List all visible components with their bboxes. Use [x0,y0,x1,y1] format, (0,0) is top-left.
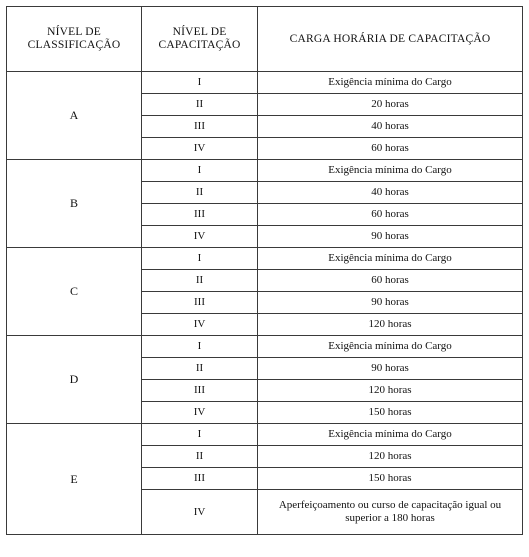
header-capacitation: NÍVEL DE CAPACITAÇÃO [142,7,258,72]
capacitation-level-cell: II [142,182,258,204]
capacitation-level-cell: II [142,446,258,468]
capacitation-level-cell: I [142,424,258,446]
workload-cell: Exigência mínima do Cargo [258,424,523,446]
workload-cell: 40 horas [258,116,523,138]
capacitation-level-cell: III [142,204,258,226]
capacitation-level-cell: I [142,72,258,94]
workload-cell: 90 horas [258,358,523,380]
workload-cell: 40 horas [258,182,523,204]
capacitation-level-cell: III [142,380,258,402]
capacitation-level-cell: II [142,94,258,116]
table-row [7,248,523,270]
workload-cell: 60 horas [258,138,523,160]
workload-cell: 20 horas [258,94,523,116]
workload-cell: 150 horas [258,402,523,424]
workload-cell: 60 horas [258,204,523,226]
table-row [7,160,523,182]
capacitation-level-cell: IV [142,138,258,160]
table-row [7,424,523,446]
table-row [7,72,523,94]
workload-cell: 90 horas [258,226,523,248]
capacitation-level-cell: II [142,270,258,292]
workload-cell: 120 horas [258,446,523,468]
workload-cell: Exigência mínima do Cargo [258,248,523,270]
capacitation-level-cell: III [142,468,258,490]
workload-cell: Exigência mínima do Cargo [258,336,523,358]
capacitation-level-cell: II [142,358,258,380]
workload-cell: 90 horas [258,292,523,314]
capacitation-level-cell: IV [142,402,258,424]
capacitation-level-cell: IV [142,490,258,535]
table-row [7,336,523,358]
capacitation-level-cell: IV [142,226,258,248]
capacitation-level-cell: I [142,160,258,182]
capacitation-level-cell: III [142,116,258,138]
header-classification: NÍVEL DE CLASSIFICAÇÃO [7,7,142,72]
header-workload: CARGA HORÁRIA DE CAPACITAÇÃO [258,7,523,72]
capacitation-level-cell: I [142,336,258,358]
capacitation-level-cell: IV [142,314,258,336]
classification-cell: D [7,336,142,424]
workload-cell: 120 horas [258,314,523,336]
capacitation-table [6,6,523,535]
workload-cell: Exigência mínima do Cargo [258,160,523,182]
workload-cell: 60 horas [258,270,523,292]
workload-cell: 150 horas [258,468,523,490]
workload-cell: Aperfeiçoamento ou curso de capacitação igual ou superior a 180 horas [258,490,523,535]
capacitation-level-cell: I [142,248,258,270]
classification-cell: C [7,248,142,336]
classification-cell: A [7,72,142,160]
workload-cell: Exigência mínima do Cargo [258,72,523,94]
header-row [7,7,523,72]
capacitation-level-cell: III [142,292,258,314]
table-body [7,72,523,535]
workload-cell: 120 horas [258,380,523,402]
classification-cell: B [7,160,142,248]
classification-cell: E [7,424,142,535]
